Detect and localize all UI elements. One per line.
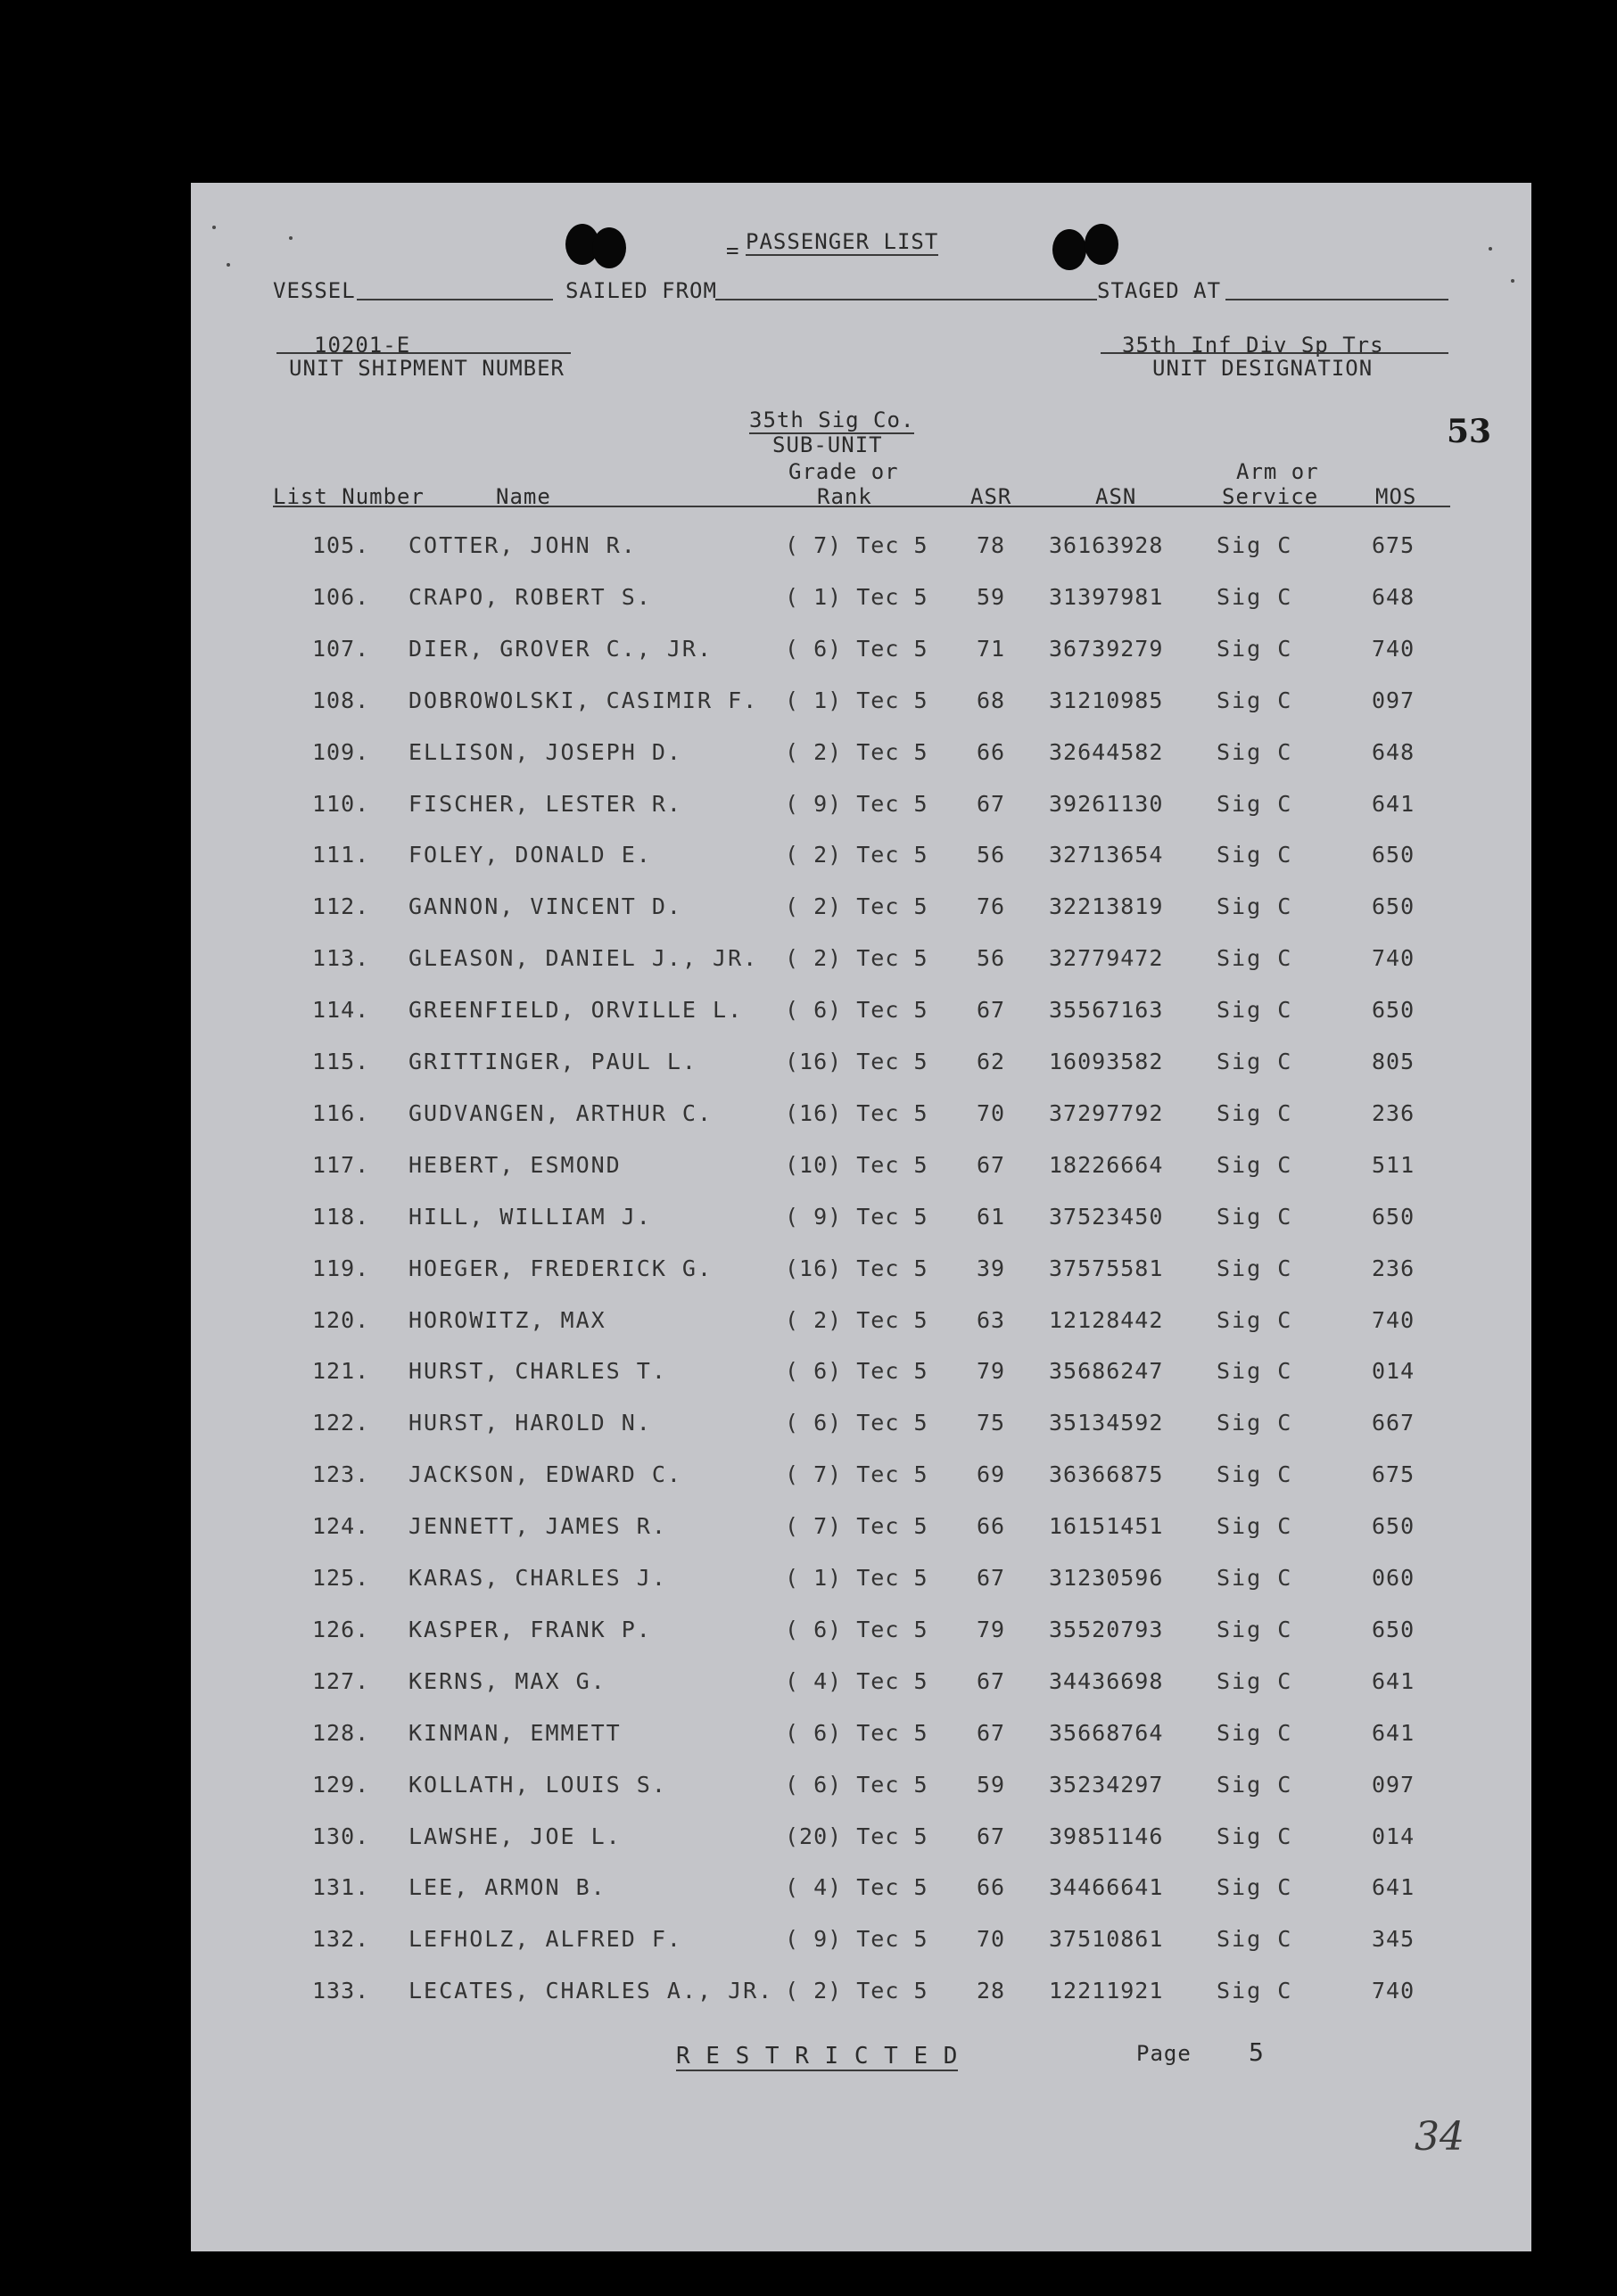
vessel-label: VESSEL (273, 278, 356, 303)
cell-list-number: 107. (312, 636, 370, 662)
cell-name: KERNS, MAX G. (408, 1668, 606, 1694)
cell-mos: 511 (1372, 1152, 1415, 1178)
cell-arm-service: Sig C (1217, 1049, 1293, 1074)
cell-grade-rank: ( 6) Tec 5 (785, 636, 928, 662)
footer-restricted: R E S T R I C T E D (676, 2043, 959, 2070)
cell-mos: 650 (1372, 1204, 1415, 1230)
table-row (191, 739, 1531, 775)
table-row (191, 1926, 1531, 1962)
cell-asr: 67 (977, 1668, 1006, 1694)
unit-shipment-number-label: UNIT SHIPMENT NUMBER (289, 356, 565, 381)
cell-asn: 37510861 (1049, 1926, 1164, 1952)
cell-name: HEBERT, ESMOND (408, 1152, 622, 1178)
table-row (191, 945, 1531, 981)
cell-grade-rank: ( 4) Tec 5 (785, 1874, 928, 1900)
table-row (191, 1772, 1531, 1807)
col-grade-line1: Grade or (788, 459, 899, 484)
cell-grade-rank: ( 9) Tec 5 (785, 1926, 928, 1952)
cell-asn: 37575581 (1049, 1255, 1164, 1281)
cell-mos: 740 (1372, 636, 1415, 662)
table-row (191, 1668, 1531, 1704)
cell-asn: 18226664 (1049, 1152, 1164, 1178)
cell-arm-service: Sig C (1217, 791, 1293, 817)
table-row (191, 893, 1531, 929)
cell-name: LEE, ARMON B. (408, 1874, 606, 1900)
cell-asr: 67 (977, 997, 1006, 1023)
cell-asr: 67 (977, 791, 1006, 817)
cell-mos: 648 (1372, 739, 1415, 765)
cell-mos: 650 (1372, 893, 1415, 919)
cell-asn: 35567163 (1049, 997, 1164, 1023)
cell-grade-rank: ( 6) Tec 5 (785, 997, 928, 1023)
cell-list-number: 109. (312, 739, 370, 765)
unit-designation-label: UNIT DESIGNATION (1152, 356, 1374, 381)
cell-asr: 66 (977, 739, 1006, 765)
cell-name: JENNETT, JAMES R. (408, 1513, 667, 1539)
cell-arm-service: Sig C (1217, 584, 1293, 610)
cell-grade-rank: ( 6) Tec 5 (785, 1772, 928, 1798)
cell-asn: 31210985 (1049, 687, 1164, 713)
cell-name: HILL, WILLIAM J. (408, 1204, 652, 1230)
staged-at-label: STAGED AT (1097, 278, 1222, 303)
cell-grade-rank: ( 4) Tec 5 (785, 1668, 928, 1694)
cell-asn: 35686247 (1049, 1358, 1164, 1384)
cell-grade-rank: ( 7) Tec 5 (785, 532, 928, 558)
cell-asr: 69 (977, 1461, 1006, 1487)
cell-arm-service: Sig C (1217, 1255, 1293, 1281)
cell-asr: 61 (977, 1204, 1006, 1230)
speck (289, 236, 293, 240)
cell-grade-rank: (10) Tec 5 (785, 1152, 928, 1178)
table-row (191, 532, 1531, 568)
cell-arm-service: Sig C (1217, 1513, 1293, 1539)
cell-asr: 68 (977, 687, 1006, 713)
cell-asr: 67 (977, 1823, 1006, 1849)
cell-asr: 66 (977, 1874, 1006, 1900)
cell-name: COTTER, JOHN R. (408, 532, 637, 558)
cell-name: GRITTINGER, PAUL L. (408, 1049, 697, 1074)
table-row (191, 1513, 1531, 1549)
punch-hole-left-b (592, 227, 626, 268)
punch-hole-right-a (1052, 229, 1086, 270)
cell-arm-service: Sig C (1217, 842, 1293, 868)
cell-list-number: 129. (312, 1772, 370, 1798)
cell-grade-rank: ( 1) Tec 5 (785, 687, 928, 713)
cell-asr: 70 (977, 1926, 1006, 1952)
cell-asn: 32713654 (1049, 842, 1164, 868)
cell-asr: 66 (977, 1513, 1006, 1539)
table-row (191, 1617, 1531, 1652)
cell-list-number: 119. (312, 1255, 370, 1281)
cell-mos: 650 (1372, 1513, 1415, 1539)
cell-asn: 16151451 (1049, 1513, 1164, 1539)
cell-list-number: 120. (312, 1307, 370, 1333)
cell-asn: 36366875 (1049, 1461, 1164, 1487)
cell-mos: 014 (1372, 1823, 1415, 1849)
cell-name: CRAPO, ROBERT S. (408, 584, 652, 610)
cell-asn: 16093582 (1049, 1049, 1164, 1074)
cell-arm-service: Sig C (1217, 1720, 1293, 1746)
cell-list-number: 128. (312, 1720, 370, 1746)
cell-asr: 28 (977, 1978, 1006, 2004)
cell-asr: 59 (977, 584, 1006, 610)
col-list-number: List Number (273, 484, 425, 509)
cell-grade-rank: ( 6) Tec 5 (785, 1410, 928, 1436)
cell-name: FISCHER, LESTER R. (408, 791, 682, 817)
cell-list-number: 123. (312, 1461, 370, 1487)
cell-mos: 648 (1372, 584, 1415, 610)
cell-mos: 805 (1372, 1049, 1415, 1074)
col-arm-line1: Arm or (1236, 459, 1319, 484)
cell-mos: 675 (1372, 1461, 1415, 1487)
cell-asr: 79 (977, 1617, 1006, 1642)
cell-asn: 34466641 (1049, 1874, 1164, 1900)
cell-asr: 79 (977, 1358, 1006, 1384)
header-rule (273, 506, 1450, 507)
table-row (191, 584, 1531, 620)
title-dash: = (726, 238, 740, 263)
table-row (191, 1720, 1531, 1756)
cell-grade-rank: (16) Tec 5 (785, 1100, 928, 1126)
cell-name: HOROWITZ, MAX (408, 1307, 606, 1333)
cell-grade-rank: ( 9) Tec 5 (785, 791, 928, 817)
cell-arm-service: Sig C (1217, 1461, 1293, 1487)
footer-page-number: 5 (1249, 2037, 1265, 2067)
table-row (191, 1255, 1531, 1291)
unit-designation: 35th Inf Div Sp Trs (1122, 333, 1384, 358)
cell-grade-rank: (16) Tec 5 (785, 1049, 928, 1074)
page-stamp-number: 53 (1447, 413, 1492, 450)
cell-mos: 667 (1372, 1410, 1415, 1436)
cell-mos: 740 (1372, 1978, 1415, 2004)
col-asr: ASR (970, 484, 1012, 509)
cell-asn: 12211921 (1049, 1978, 1164, 2004)
cell-list-number: 133. (312, 1978, 370, 2004)
cell-mos: 641 (1372, 791, 1415, 817)
table-row (191, 1410, 1531, 1445)
document-page (191, 183, 1531, 2251)
table-row (191, 1152, 1531, 1188)
cell-asr: 76 (977, 893, 1006, 919)
cell-arm-service: Sig C (1217, 1307, 1293, 1333)
cell-grade-rank: ( 2) Tec 5 (785, 893, 928, 919)
cell-asn: 34436698 (1049, 1668, 1164, 1694)
cell-name: JACKSON, EDWARD C. (408, 1461, 682, 1487)
col-grade-line2: Rank (817, 484, 872, 509)
sub-unit: 35th Sig Co. (749, 407, 915, 432)
cell-mos: 236 (1372, 1255, 1415, 1281)
cell-grade-rank: (20) Tec 5 (785, 1823, 928, 1849)
cell-grade-rank: ( 1) Tec 5 (785, 1565, 928, 1591)
table-row (191, 997, 1531, 1033)
cell-mos: 014 (1372, 1358, 1415, 1384)
cell-list-number: 126. (312, 1617, 370, 1642)
cell-list-number: 108. (312, 687, 370, 713)
cell-asr: 63 (977, 1307, 1006, 1333)
cell-mos: 097 (1372, 1772, 1415, 1798)
cell-asn: 32779472 (1049, 945, 1164, 971)
cell-arm-service: Sig C (1217, 1926, 1293, 1952)
cell-list-number: 131. (312, 1874, 370, 1900)
unit-shipment-number-line (276, 352, 571, 354)
cell-grade-rank: ( 2) Tec 5 (785, 739, 928, 765)
sub-unit-label: SUB-UNIT (772, 432, 883, 457)
table-row (191, 636, 1531, 671)
cell-asn: 39261130 (1049, 791, 1164, 817)
cell-list-number: 130. (312, 1823, 370, 1849)
cell-list-number: 115. (312, 1049, 370, 1074)
cell-grade-rank: (16) Tec 5 (785, 1255, 928, 1281)
cell-mos: 641 (1372, 1874, 1415, 1900)
cell-grade-rank: ( 7) Tec 5 (785, 1513, 928, 1539)
cell-asr: 39 (977, 1255, 1006, 1281)
cell-asn: 36163928 (1049, 532, 1164, 558)
cell-arm-service: Sig C (1217, 1668, 1293, 1694)
cell-grade-rank: ( 2) Tec 5 (785, 1307, 928, 1333)
cell-list-number: 122. (312, 1410, 370, 1436)
cell-name: DIER, GROVER C., JR. (408, 636, 714, 662)
cell-asn: 35520793 (1049, 1617, 1164, 1642)
cell-asn: 37297792 (1049, 1100, 1164, 1126)
cell-grade-rank: ( 2) Tec 5 (785, 945, 928, 971)
table-row (191, 1307, 1531, 1343)
cell-asn: 37523450 (1049, 1204, 1164, 1230)
cell-asn: 35234297 (1049, 1772, 1164, 1798)
cell-name: KARAS, CHARLES J. (408, 1565, 667, 1591)
cell-name: LECATES, CHARLES A., JR. (408, 1978, 774, 2004)
table-row (191, 1978, 1531, 2013)
cell-name: HURST, HAROLD N. (408, 1410, 652, 1436)
table-row (191, 1100, 1531, 1136)
cell-list-number: 132. (312, 1926, 370, 1952)
cell-list-number: 121. (312, 1358, 370, 1384)
cell-asn: 12128442 (1049, 1307, 1164, 1333)
cell-arm-service: Sig C (1217, 1823, 1293, 1849)
cell-asn: 39851146 (1049, 1823, 1164, 1849)
cell-asn: 36739279 (1049, 636, 1164, 662)
speck (1511, 279, 1514, 283)
cell-grade-rank: ( 6) Tec 5 (785, 1617, 928, 1642)
cell-asn: 31230596 (1049, 1565, 1164, 1591)
cell-asr: 71 (977, 636, 1006, 662)
cell-asn: 35668764 (1049, 1720, 1164, 1746)
cell-mos: 650 (1372, 1617, 1415, 1642)
cell-mos: 650 (1372, 997, 1415, 1023)
staged-at-field-line (1225, 299, 1448, 300)
handwritten-number: 34 (1415, 2114, 1464, 2160)
cell-list-number: 105. (312, 532, 370, 558)
cell-arm-service: Sig C (1217, 893, 1293, 919)
cell-name: GUDVANGEN, ARTHUR C. (408, 1100, 714, 1126)
cell-name: KINMAN, EMMETT (408, 1720, 622, 1746)
cell-asr: 78 (977, 532, 1006, 558)
cell-asr: 70 (977, 1100, 1006, 1126)
cell-mos: 675 (1372, 532, 1415, 558)
cell-list-number: 116. (312, 1100, 370, 1126)
cell-list-number: 112. (312, 893, 370, 919)
table-row (191, 1874, 1531, 1910)
cell-name: HOEGER, FREDERICK G. (408, 1255, 714, 1281)
cell-mos: 097 (1372, 687, 1415, 713)
cell-mos: 060 (1372, 1565, 1415, 1591)
cell-name: LEFHOLZ, ALFRED F. (408, 1926, 682, 1952)
cell-mos: 641 (1372, 1668, 1415, 1694)
cell-grade-rank: ( 9) Tec 5 (785, 1204, 928, 1230)
table-row (191, 1461, 1531, 1497)
cell-grade-rank: ( 7) Tec 5 (785, 1461, 928, 1487)
cell-arm-service: Sig C (1217, 1100, 1293, 1126)
table-row (191, 791, 1531, 827)
cell-name: HURST, CHARLES T. (408, 1358, 667, 1384)
col-name: Name (496, 484, 551, 509)
cell-asn: 32213819 (1049, 893, 1164, 919)
cell-mos: 650 (1372, 842, 1415, 868)
cell-arm-service: Sig C (1217, 1204, 1293, 1230)
table-row (191, 842, 1531, 877)
table-row (191, 687, 1531, 723)
cell-asn: 35134592 (1049, 1410, 1164, 1436)
cell-name: FOLEY, DONALD E. (408, 842, 652, 868)
cell-list-number: 114. (312, 997, 370, 1023)
document-title: PASSENGER LIST (746, 229, 939, 254)
cell-grade-rank: ( 2) Tec 5 (785, 842, 928, 868)
cell-asn: 32644582 (1049, 739, 1164, 765)
cell-asr: 67 (977, 1720, 1006, 1746)
cell-name: ELLISON, JOSEPH D. (408, 739, 682, 765)
speck (1489, 247, 1492, 251)
punch-hole-right-b (1085, 224, 1118, 265)
cell-arm-service: Sig C (1217, 1358, 1293, 1384)
unit-shipment-number: 10201-E (314, 333, 411, 358)
cell-list-number: 113. (312, 945, 370, 971)
cell-mos: 740 (1372, 945, 1415, 971)
cell-arm-service: Sig C (1217, 1617, 1293, 1642)
table-row (191, 1565, 1531, 1601)
cell-asr: 67 (977, 1152, 1006, 1178)
cell-list-number: 111. (312, 842, 370, 868)
cell-asr: 56 (977, 842, 1006, 868)
cell-list-number: 125. (312, 1565, 370, 1591)
cell-list-number: 118. (312, 1204, 370, 1230)
cell-arm-service: Sig C (1217, 739, 1293, 765)
cell-asr: 62 (977, 1049, 1006, 1074)
cell-list-number: 124. (312, 1513, 370, 1539)
col-asn: ASN (1095, 484, 1137, 509)
cell-asr: 56 (977, 945, 1006, 971)
cell-mos: 345 (1372, 1926, 1415, 1952)
cell-arm-service: Sig C (1217, 636, 1293, 662)
cell-name: GREENFIELD, ORVILLE L. (408, 997, 744, 1023)
cell-list-number: 110. (312, 791, 370, 817)
cell-asr: 67 (977, 1565, 1006, 1591)
col-mos: MOS (1375, 484, 1417, 509)
sailed-from-field-line (715, 299, 1097, 300)
cell-asn: 31397981 (1049, 584, 1164, 610)
footer-page-label: Page (1136, 2041, 1192, 2066)
sailed-from-label: SAILED FROM (565, 278, 717, 303)
cell-arm-service: Sig C (1217, 1874, 1293, 1900)
cell-arm-service: Sig C (1217, 1152, 1293, 1178)
speck (227, 263, 230, 267)
speck (212, 226, 216, 229)
cell-grade-rank: ( 6) Tec 5 (785, 1358, 928, 1384)
cell-list-number: 106. (312, 584, 370, 610)
unit-designation-line (1101, 352, 1448, 354)
cell-arm-service: Sig C (1217, 945, 1293, 971)
cell-arm-service: Sig C (1217, 1772, 1293, 1798)
cell-name: KOLLATH, LOUIS S. (408, 1772, 667, 1798)
cell-grade-rank: ( 2) Tec 5 (785, 1978, 928, 2004)
cell-name: DOBROWOLSKI, CASIMIR F. (408, 687, 759, 713)
cell-list-number: 127. (312, 1668, 370, 1694)
cell-name: GANNON, VINCENT D. (408, 893, 682, 919)
cell-grade-rank: ( 1) Tec 5 (785, 584, 928, 610)
cell-asr: 75 (977, 1410, 1006, 1436)
cell-asr: 59 (977, 1772, 1006, 1798)
cell-grade-rank: ( 6) Tec 5 (785, 1720, 928, 1746)
cell-mos: 641 (1372, 1720, 1415, 1746)
table-row (191, 1823, 1531, 1859)
cell-arm-service: Sig C (1217, 1410, 1293, 1436)
cell-list-number: 117. (312, 1152, 370, 1178)
cell-arm-service: Sig C (1217, 997, 1293, 1023)
table-row (191, 1204, 1531, 1239)
cell-arm-service: Sig C (1217, 687, 1293, 713)
table-row (191, 1049, 1531, 1084)
vessel-field-line (357, 299, 553, 300)
cell-arm-service: Sig C (1217, 532, 1293, 558)
cell-name: LAWSHE, JOE L. (408, 1823, 622, 1849)
col-arm-line2: Service (1222, 484, 1319, 509)
cell-mos: 740 (1372, 1307, 1415, 1333)
cell-name: KASPER, FRANK P. (408, 1617, 652, 1642)
cell-mos: 236 (1372, 1100, 1415, 1126)
cell-arm-service: Sig C (1217, 1565, 1293, 1591)
cell-arm-service: Sig C (1217, 1978, 1293, 2004)
cell-name: GLEASON, DANIEL J., JR. (408, 945, 759, 971)
table-row (191, 1358, 1531, 1394)
